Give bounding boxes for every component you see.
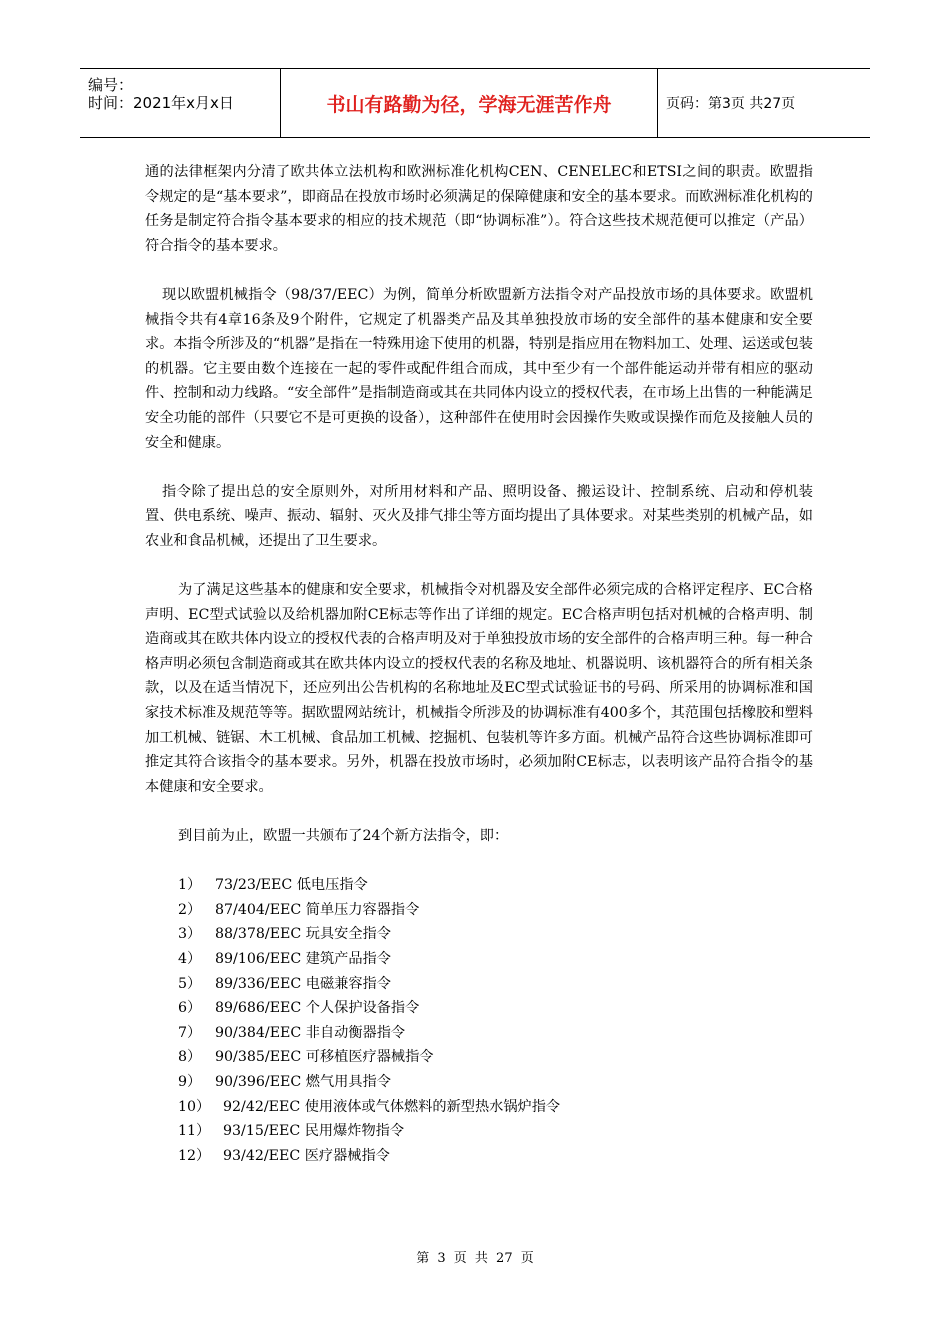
- paragraph-5: 到目前为止，欧盟一共颁布了24个新方法指令，即：: [178, 828, 509, 845]
- header-motto-cell: [281, 69, 658, 137]
- directive-list: [145, 873, 813, 1168]
- list-item: 12） 93/42/EEC 医疗器械指令: [178, 1147, 390, 1164]
- list-item: 9） 90/396/EEC 燃气用具指令: [178, 1073, 391, 1090]
- list-item: 5） 89/336/EEC 电磁兼容指令: [178, 975, 391, 992]
- list-item: 10） 92/42/EEC 使用液体或气体燃料的新型热水锅炉指令: [178, 1098, 561, 1115]
- list-item: 7） 90/384/EEC 非自动衡器指令: [178, 1024, 406, 1041]
- header-page-label: 页码：第3页 共27页: [666, 96, 796, 112]
- list-item: 6） 89/686/EEC 个人保护设备指令: [178, 1000, 420, 1017]
- document-body: [145, 160, 813, 1168]
- list-item: 11） 93/15/EEC 民用爆炸物指令: [178, 1123, 405, 1140]
- paragraph-1: 通的法律框架内分清了欧共体立法机构和欧洲标准化机构CEN、CENELEC和ETSI之间的职责。欧盟指令规定的是“基本要求”，即商品在投放市场时必须满足的保障健康和安全的基本要求。而欧洲标准化机构的任务是制定符合指令基本要求的相应的技术规范（即“协调标准”）。符合这些技术规范便可以推定（产品）符合指令的基本要求。: [145, 164, 813, 254]
- list-item: 1） 73/23/EEC 低电压指令: [178, 877, 368, 894]
- paragraph-2: 现以欧盟机械指令（98/37/EEC）为例，简单分析欧盟新方法指令对产品投放市场的具体要求。欧盟机械指令共有4章16条及9个附件，它规定了机器类产品及其单独投放市场的安全部件的基本健康和安全要求。本指令所涉及的“机器”是指在一特殊用途下使用的机器，特别是指应用在物料加工、处理、运送或包装的机器。它主要由数个连接在一起的零件或配件组合而成，其中至少有一个部件能运动并带有相应的驱动件、控制和动力线路。“安全部件”是指制造商或其在共同体内设立的授权代表，在市场上出售的一种能满足安全功能的部件（只要它不是可更换的设备），这种部件在使用时会因操作失败或误操作而危及接触人员的安全和健康。: [145, 286, 813, 451]
- list-item: 8） 90/385/EEC 可移植医疗器械指令: [178, 1049, 434, 1066]
- paragraph-4: 为了满足这些基本的健康和安全要求，机械指令对机器及安全部件必须完成的合格评定程序、EC合格声明、EC型式试验以及给机器加附CE标志等作出了详细的规定。EC合格声明包括对机械的合格声明、制造商或其在欧共体内设立的授权代表的合格声明及对于单独投放市场的安全部件的合格声明三种。每一种合格声明必须包含制造商或其在欧共体内设立的授权代表的名称及地址、机器说明、该机器符合的所有相关条款，以及在适当情况下，还应列出公告机构的名称地址及EC型式试验证书的号码、所采用的协调标准和国家技术标准及规范等等。据欧盟网站统计，机械指令所涉及的协调标准有400多个，其范围包括橡胶和塑料加工机械、链锯、木工机械、食品加工机械、挖掘机、包装机等许多方面。机械产品符合这些协调标准即可推定其符合该指令的基本要求。另外，机器在投放市场时，必须加附CE标志，以表明该产品符合指令的基本健康和安全要求。: [145, 582, 813, 795]
- list-item: 3） 88/378/EEC 玩具安全指令: [178, 926, 391, 943]
- list-item: 4） 89/106/EEC 建筑产品指令: [178, 951, 391, 967]
- list-item: 2） 87/404/EEC 简单压力容器指令: [178, 901, 420, 918]
- page-footer: 第 3 页 共 27 页: [416, 1251, 534, 1266]
- motto: 书山有路勤为径，学海无涯苦作舟: [326, 93, 612, 116]
- header-meta: [80, 69, 281, 137]
- serial-label: 编号：: [88, 76, 134, 94]
- date-label: 时间：2021年x月x日: [88, 94, 234, 112]
- paragraph-3: 指令除了提出总的安全原则外，对所用材料和产品、照明设备、搬运设计、控制系统、启动和停机装置、供电系统、噪声、振动、辐射、灭火及排气排尘等方面均提出了具体要求。对某些类别的机械产品，如农业和食品机械，还提出了卫生要求。: [145, 483, 813, 549]
- page-header: [80, 68, 870, 138]
